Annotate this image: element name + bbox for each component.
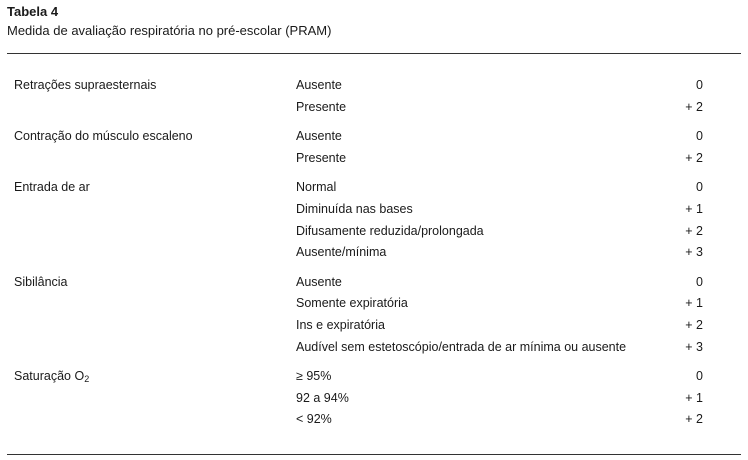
score-value: 0 xyxy=(696,274,703,289)
parameter-text: Saturação O xyxy=(14,369,85,384)
score-value: + 2 xyxy=(685,99,703,114)
parameter-group xyxy=(0,75,748,118)
top-rule xyxy=(7,53,741,54)
score-value: + 2 xyxy=(685,412,703,427)
table-row xyxy=(0,242,748,264)
option-label: Audível sem estetoscópio/entrada de ar mínima ou ausente xyxy=(296,339,627,354)
option-label: Ausente xyxy=(296,78,342,92)
parameter-label xyxy=(14,272,68,294)
table-row xyxy=(0,126,748,148)
score-value: + 2 xyxy=(685,223,703,238)
bottom-rule xyxy=(7,454,741,455)
score-value: 0 xyxy=(696,369,703,384)
option-label: ≥ 95% xyxy=(296,369,332,384)
table-row xyxy=(0,177,748,199)
option-label: Difusamente reduzida/prolongada xyxy=(296,223,484,238)
score-value: 0 xyxy=(696,78,703,92)
parameter-subscript: 2 xyxy=(84,374,90,385)
option-label: Diminuída nas bases xyxy=(296,201,413,216)
score-value: + 2 xyxy=(685,150,703,165)
table-row xyxy=(0,337,748,359)
table-row xyxy=(0,409,748,431)
parameter-text: Retrações supraesternais xyxy=(14,78,157,92)
score-value: + 1 xyxy=(685,296,703,311)
parameter-group xyxy=(0,366,748,431)
table-row xyxy=(0,293,748,315)
option-label: Somente expiratória xyxy=(296,296,408,311)
score-value: 0 xyxy=(696,180,703,195)
table-subtitle: Medida de avaliação respiratória no pré-escolar (PRAM) xyxy=(7,23,332,38)
parameter-group xyxy=(0,126,748,169)
parameter-label xyxy=(14,177,90,199)
table-caption xyxy=(7,4,331,39)
option-label: Presente xyxy=(296,150,347,165)
parameter-text: Sibilância xyxy=(14,274,68,289)
table-row xyxy=(0,272,748,294)
parameter-label xyxy=(14,366,89,388)
option-label: Ins e expiratória xyxy=(296,317,385,332)
score-value: + 1 xyxy=(685,390,703,405)
parameter-text: Contração do músculo escaleno xyxy=(14,129,193,144)
option-label: < 92% xyxy=(296,412,332,427)
table-row xyxy=(0,221,748,243)
parameter-group xyxy=(0,272,748,358)
score-value: 0 xyxy=(696,129,703,144)
score-value: + 3 xyxy=(685,339,703,354)
table-row xyxy=(0,75,748,97)
parameter-text: Entrada de ar xyxy=(14,180,90,195)
table-row xyxy=(0,97,748,119)
table-row xyxy=(0,199,748,221)
option-label: Presente xyxy=(296,99,347,114)
table-row xyxy=(0,315,748,337)
score-value: + 1 xyxy=(685,201,703,216)
table-row xyxy=(0,366,748,388)
parameter-group xyxy=(0,177,748,263)
parameter-label xyxy=(14,75,156,97)
parameter-label xyxy=(14,126,193,148)
table-row xyxy=(0,148,748,170)
option-label: Ausente xyxy=(296,129,342,144)
table-row xyxy=(0,388,748,410)
score-value: + 2 xyxy=(685,317,703,332)
option-label: Ausente/mínima xyxy=(296,245,387,260)
option-label: Ausente xyxy=(296,274,342,289)
option-label: Normal xyxy=(296,180,337,195)
pram-table xyxy=(0,75,748,439)
table-title: Tabela 4 xyxy=(7,4,59,19)
score-value: + 3 xyxy=(685,245,703,260)
option-label: 92 a 94% xyxy=(296,390,349,405)
